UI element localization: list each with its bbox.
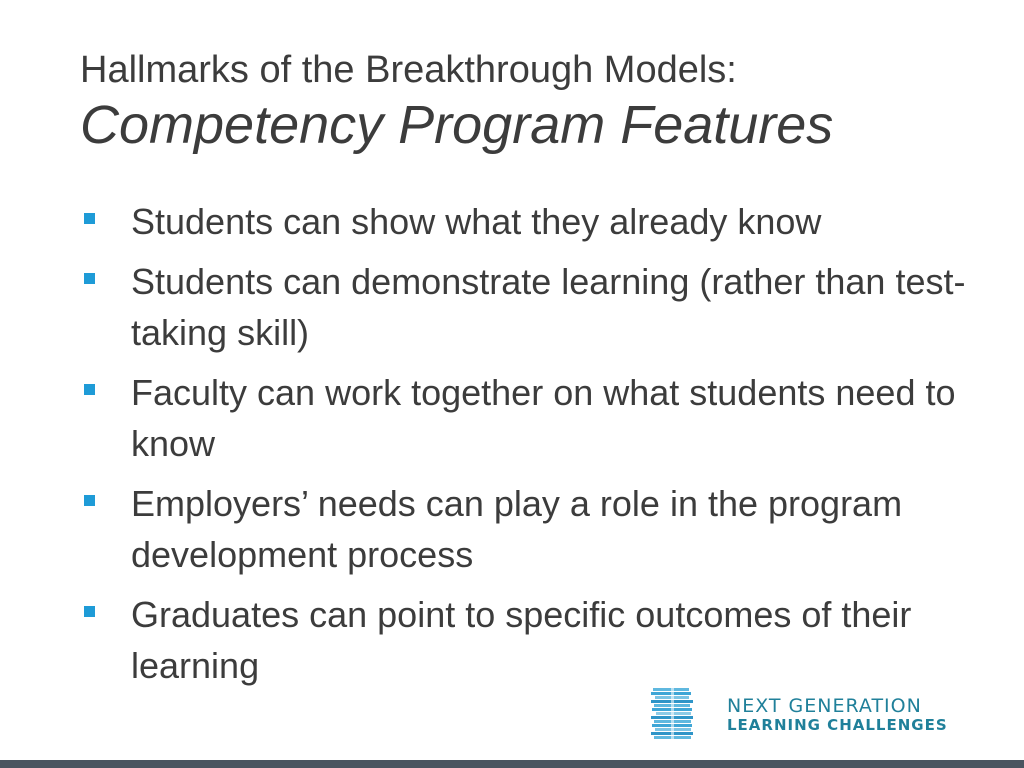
bullet-text: Students can demonstrate learning (rather than test-taking skill) bbox=[131, 261, 966, 353]
bullet-list bbox=[80, 196, 980, 700]
logo-wordmark bbox=[727, 696, 948, 734]
bullet-text: Employers’ needs can play a role in the program development process bbox=[131, 483, 903, 575]
logo-text-line-1: NEXT GENERATION bbox=[727, 695, 922, 717]
square-bullet-icon bbox=[84, 273, 95, 284]
next-generation-logo bbox=[651, 688, 971, 744]
bullet-text: Graduates can point to specific outcomes of their learning bbox=[131, 594, 912, 686]
bottom-bar bbox=[0, 760, 1024, 768]
square-bullet-icon bbox=[84, 384, 95, 395]
bullet-item bbox=[80, 196, 980, 247]
title-line-2: Competency Program Features bbox=[80, 95, 834, 155]
logo-text-line-2: LEARNING CHALLENGES bbox=[727, 716, 948, 734]
slide-title bbox=[80, 46, 980, 156]
bullet-item bbox=[80, 589, 980, 691]
bullet-item bbox=[80, 256, 980, 358]
bullet-item bbox=[80, 367, 980, 469]
bullet-item bbox=[80, 478, 980, 580]
bullet-text: Students can show what they already know bbox=[131, 201, 822, 242]
bullet-text: Faculty can work together on what students need to know bbox=[131, 372, 956, 464]
square-bullet-icon bbox=[84, 213, 95, 224]
square-bullet-icon bbox=[84, 606, 95, 617]
title-line-1: Hallmarks of the Breakthrough Models: bbox=[80, 49, 737, 91]
square-bullet-icon bbox=[84, 495, 95, 506]
stacked-bars-logo-icon bbox=[651, 688, 695, 742]
